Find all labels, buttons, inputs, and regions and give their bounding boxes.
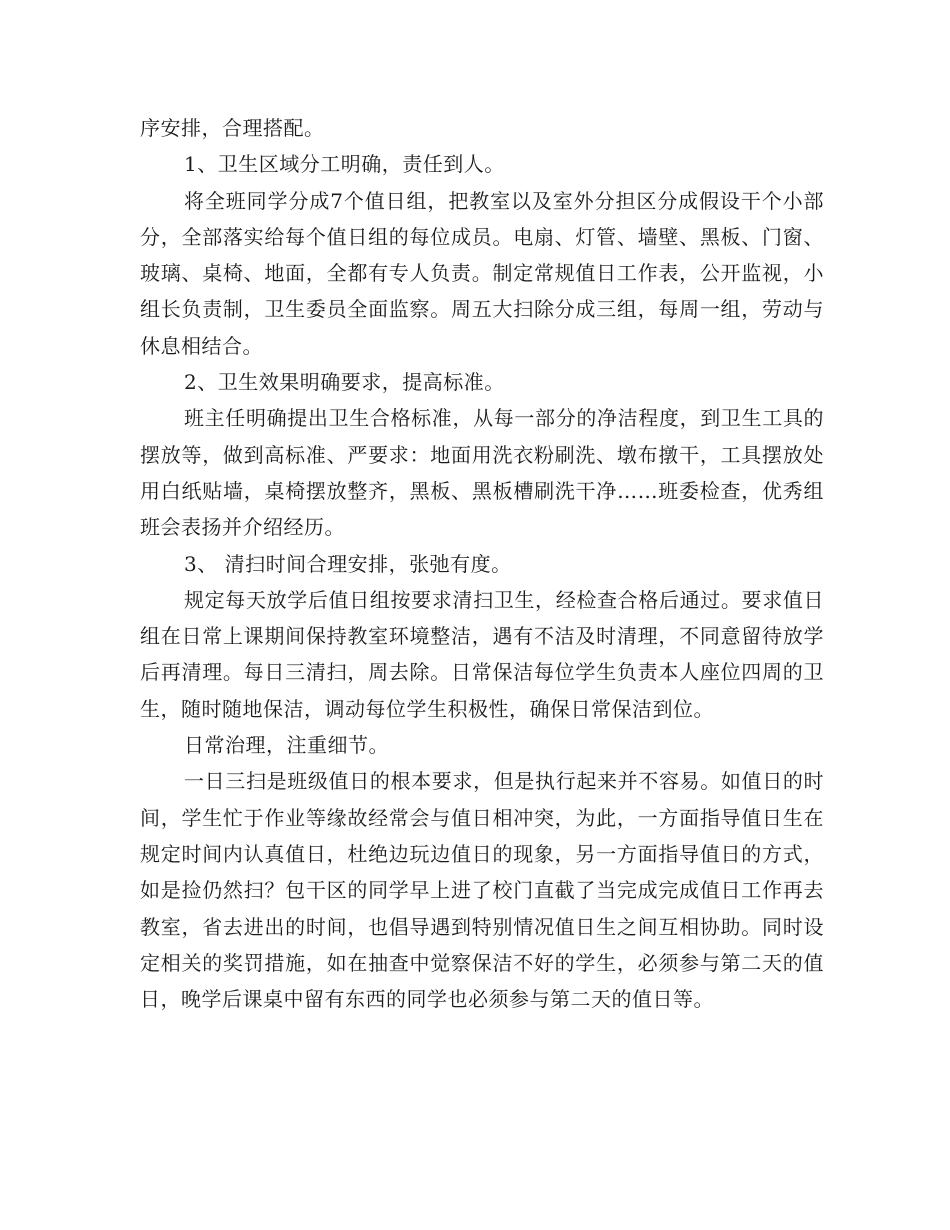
section-heading-1: 1、卫生区域分工明确，责任到人。 <box>184 152 505 177</box>
paragraph-continuation: 序安排，合理搭配。 <box>140 116 325 140</box>
section-heading-3: 3、 清扫时间合理安排，张弛有度。 <box>184 551 512 576</box>
paragraph-schedule: 规定每天放学后值日组按要求清扫卫生，经检查合格后通过。要求值日组在日常上课期间保持教室环境整洁，遇有不洁及时清理，不同意留待放学后再清理。每日三清扫，周去除。日常保洁每位学生负责本人座位四周的卫生，随时随地保洁，调动每位学生积极性，确保日常保洁到位。 <box>140 587 824 721</box>
paragraph-daily-management: 一日三扫是班级值日的根本要求，但是执行起来并不容易。如值日的时间，学生忙于作业等缘故经常会与值日相冲突，为此，一方面指导值日生在规定时间内认真值日，杜绝边玩边值日的现象，另一方面指导值日的方式，如是捡仍然扫？包干区的同学早上进了校门直截了当完成完成值日工作再去教室，省去进出的时间，也倡导遇到特别情况值日生之间互相协助。同时设定相关的奖罚措施，如在抽查中觉察保洁不好的学生，必须参与第二天的值日，晚学后课桌中留有东西的同学也必须参与第二天的值日等。 <box>140 769 824 1012</box>
section-heading-4: 日常治理，注重细节。 <box>184 733 389 758</box>
paragraph-duty-groups: 将全班同学分成7个值日组，把教室以及室外分担区分成假设干个小部分，全部落实给每个值日组的每位成员。电扇、灯管、墙壁、黑板、门窗、玻璃、桌椅、地面，全都有专人负责。制定常规值日工作表，公开监视，小组长负责制，卫生委员全面监察。周五大扫除分成三组，每周一组，劳动与休息相结合。 <box>140 188 824 358</box>
document-body <box>140 110 824 1017</box>
paragraph-standards: 班主任明确提出卫生合格标准，从每一部分的净洁程度，到卫生工具的摆放等，做到高标准、严要求：地面用洗衣粉刷洗、墩布撴干，工具摆放处用白纸贴墙，桌椅摆放整齐，黑板、黑板槽刷洗干净……班委检查，优秀组班会表扬并介绍经历。 <box>140 406 824 540</box>
section-heading-2: 2、卫生效果明确要求，提高标准。 <box>184 370 505 395</box>
